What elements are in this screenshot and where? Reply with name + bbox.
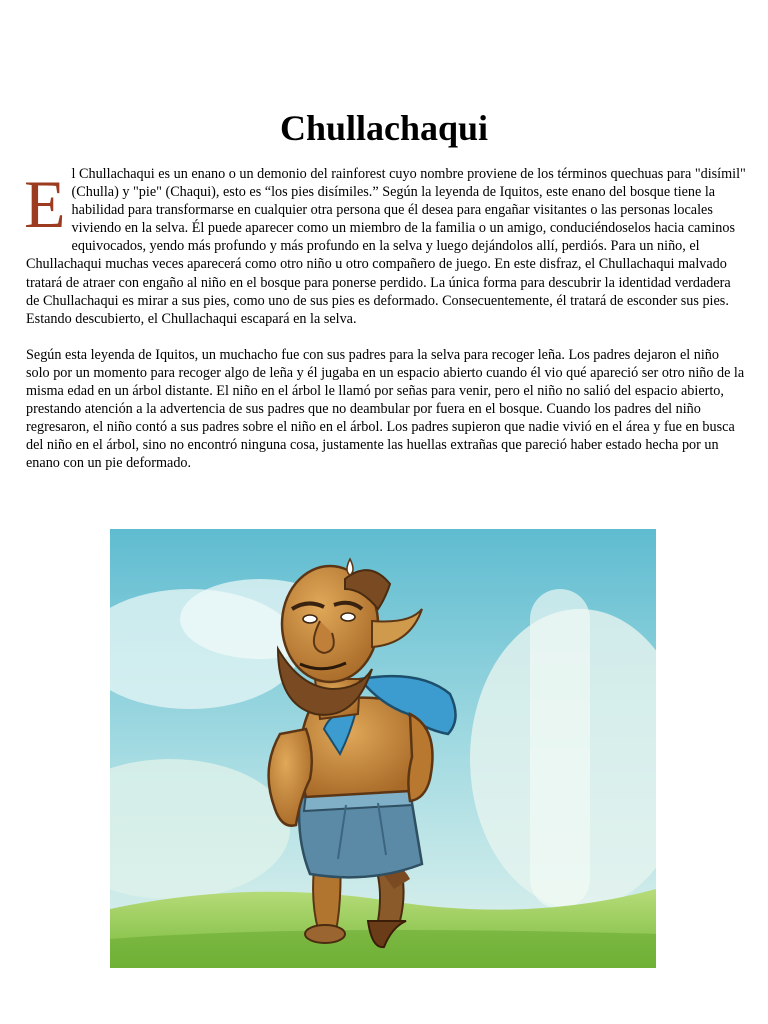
paragraph-1-text: l Chullachaqui es un enano o un demonio del rainforest cuyo nombre proviene de los términos quechuas para "disímil" (Chulla) y "pie" (Chaqui), esto es “los pies disímiles.” Según la leyenda de Iquitos, este enano del bosque tiene la habilidad para transformarse en cualquier otra persona que él desea para engañar visitantes o las personas locales viviendo en la selva. Él puede aparecer como un miembro de la familia o un amigo, conduciéndoselos hacia caminos equivocados, yendo más profundo y más profundo en la selva y luego dejándolos allí, perdiós. Para un niño, el Chullachaqui muchas veces aparecerá como otro niño u otro compañero de juego. En este disfraz, el Chullachaqui malvado tratará de atraer con engaño al niño en el bosque para ponerse perdido. La única forma para descubrir la identidad verdadera de Chullachaqui es mirar a sus pies, como uno de sus pies es deformado. Consecuentemente, él tratará de esconder sus pies. Estando descubierto, el Chullachaqui escapará en la selva. xyxy=(26,166,746,327)
paragraph-1 xyxy=(26,165,746,328)
page-title: Chullachaqui xyxy=(279,108,489,148)
article-body xyxy=(26,165,746,473)
chullachaqui-illustration xyxy=(110,529,656,968)
drop-cap: E xyxy=(24,166,66,242)
paragraph-2: Según esta leyenda de Iquitos, un muchacho fue con sus padres para la selva para recoger leña. Los padres dejaron el niño solo por un momento para recoger algo de leña y él jugaba en un espacio abierto cuando él vio qué apareció ser otro niño de la misma edad en un árbol distante. El niño en el árbol le llamó por señas para venir, pero el niño no salió del espacio abierto, prestando atención a la advertencia de sus padres que no deambular por fuera en el bosque. Cuando los padres del niño regresaron, el niño contó a sus padres sobre el niño en el árbol. Los padres supieron que nadie vivió en el área y fue en busca del niño en el árbol, sino no encontró ninguna cosa, justamente las huellas extrañas que pareció haber estado hecha por un enano con un pie deformado. xyxy=(26,346,745,472)
